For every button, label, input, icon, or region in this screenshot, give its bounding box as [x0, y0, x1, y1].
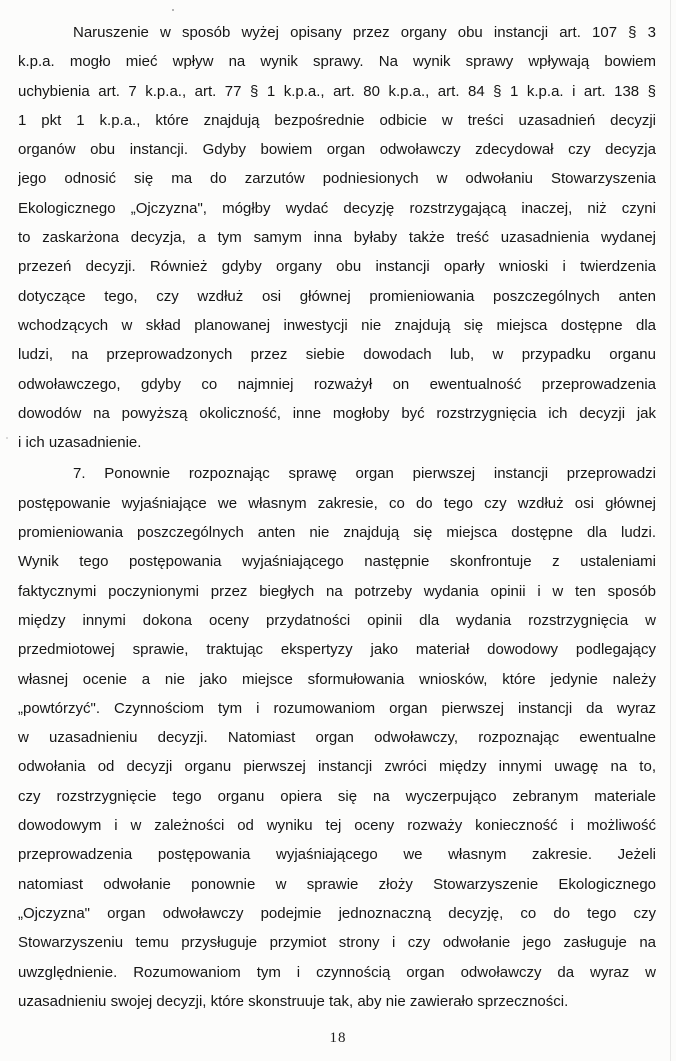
text-line: Stowarzyszeniu temu przysługuje przymiot strony i czy odwołanie jego zasługuje na [18, 934, 656, 952]
text-line: natomiast odwołanie ponownie w sprawie złoży Stowarzyszenie Ekologicznego [18, 875, 656, 893]
text-line: dowodów na powyższą okoliczność, inne mogłoby być rozstrzygnięcia ich decyzji jak [18, 404, 656, 422]
text-line: faktycznymi poczynionymi przez biegłych na potrzeby wydania opinii i w ten sposób [18, 582, 656, 600]
text-line: i ich uzasadnienie. [18, 434, 142, 452]
text-line: k.p.a. mogło mieć wpływ na wynik sprawy. Na wynik sprawy wpływają bowiem [18, 53, 656, 71]
text-line: uzasadnieniu swojej decyzji, które skonstruuje tak, aby nie zawierało sprzeczności. [18, 992, 569, 1010]
text-line: to zaskarżona decyzja, a tym samym inna byłaby także treść uzasadnienia wydanej [18, 229, 656, 247]
text-line: przezeń decyzji. Również gdyby organy obu instancji oparły wnioski i twierdzenia [18, 258, 656, 276]
text-line: między innymi dokona oceny przydatności opinii dla wydania rozstrzygnięcia w [18, 611, 656, 629]
text-line: 1 pkt 1 k.p.a., które znajdują bezpośrednie odbicie w treści uzasadnień decyzji [18, 111, 656, 129]
scan-artifact-speck [172, 9, 174, 11]
text-line: organów obu instancji. Gdyby bowiem organ odwoławczy zdecydował czy decyzja [18, 141, 656, 159]
paragraph-1 [18, 18, 656, 457]
scan-artifact-speck [6, 437, 8, 439]
text-line: odwoławczego, gdyby co najmniej rozważył on ewentualność przeprowadzenia [18, 375, 656, 393]
text-line: Naruszenie w sposób wyżej opisany przez organy obu instancji art. 107 § 3 [73, 24, 656, 41]
text-line: przeprowadzenia postępowania wyjaśniającego we własnym zakresie. Jeżeli [18, 846, 656, 864]
text-line: własnej ocenie a nie jako miejsce sformułowania wniosków, które jedynie należy [18, 670, 656, 688]
text-line: jego odnosić się ma do zarzutów podniesionych w odwołaniu Stowarzyszenia [18, 170, 656, 188]
text-line: uchybienia art. 7 k.p.a., art. 77 § 1 k.p.a., art. 80 k.p.a., art. 84 § 1 k.p.a. i art. 138 § [18, 82, 656, 100]
text-line: Wynik tego postępowania wyjaśniającego następnie skonfrontuje z ustaleniami [18, 553, 656, 571]
text-line: przedmiotowej sprawie, traktując ekspertyzy jako materiał dowodowy podlegający [18, 641, 656, 659]
text-line: ludzi, na przeprowadzonych przez siebie dowodach lub, w przypadku organu [18, 346, 656, 364]
paragraph-2 [18, 459, 656, 1016]
text-line: Ekologicznego „Ojczyzna", mógłby wydać decyzję rozstrzygającą inaczej, niż czyni [18, 199, 656, 217]
text-line: 7. Ponownie rozpoznając sprawę organ pierwszej instancji przeprowadzi [73, 465, 656, 483]
text-line: odwołania od decyzji organu pierwszej instancji zwróci między innymi uwagę na to, [18, 758, 656, 776]
text-line: promieniowania poszczególnych anten nie znajdują się miejsca dostępne dla ludzi. [18, 524, 656, 542]
scan-artifact-right-edge [670, 0, 671, 1061]
text-line: dowodowym i w zależności od wyniku tej oceny rozważy konieczność i możliwość [18, 817, 656, 835]
text-line: czy rozstrzygnięcie tego organu opiera się na wyczerpująco zebranym materiale [18, 787, 656, 805]
text-line: uwzględnienie. Rozumowaniom tym i czynnością organ odwoławczy da wyraz w [18, 963, 656, 981]
page-number: 18 [329, 1030, 347, 1046]
text-line: wchodzących w skład planowanej inwestycji nie znajdują się miejsca dostępne dla [18, 316, 656, 334]
text-line: „powtórzyć". Czynnościom tym i rozumowaniom organ pierwszej instancji da wyraz [18, 699, 656, 717]
text-line: postępowanie wyjaśniające we własnym zakresie, co do tego czy wzdłuż osi głównej [18, 494, 656, 512]
text-line: w uzasadnieniu decyzji. Natomiast organ odwoławczy, rozpoznając ewentualne [18, 729, 656, 747]
text-line: dotyczące tego, czy wzdłuż osi głównej promieniowania poszczególnych anten [18, 287, 656, 305]
text-line: „Ojczyzna" organ odwoławczy podejmie jednoznaczną decyzję, co do tego czy [18, 904, 656, 922]
